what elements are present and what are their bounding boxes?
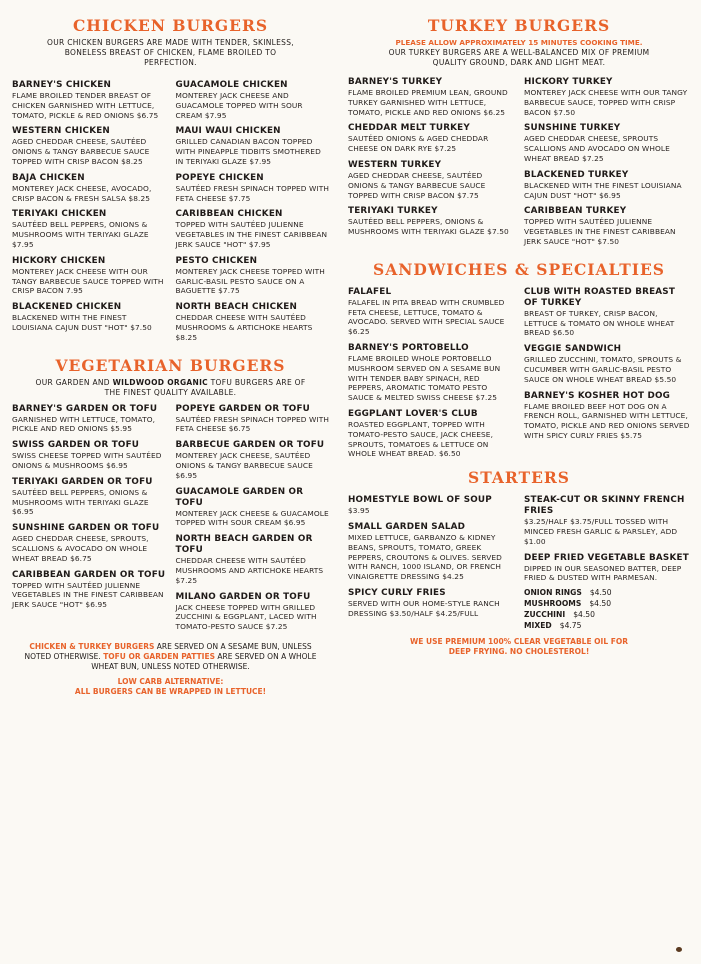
item-price: $6.95 bbox=[283, 518, 306, 528]
item-description-text: FLAME BROILED TENDER BREAST OF CHICKEN GARNISHED WITH LETTUCE, TOMATO, PICKLE & RED ONIONS bbox=[12, 91, 155, 120]
item-price: $8.25 bbox=[121, 156, 143, 166]
item-price: $7.75 bbox=[218, 286, 240, 296]
item-name: GUACAMOLE CHICKEN bbox=[175, 80, 288, 90]
item-name: HICKORY TURKEY bbox=[524, 77, 613, 87]
item-description bbox=[176, 91, 330, 120]
item-name: WESTERN CHICKEN bbox=[12, 126, 110, 137]
item-price: $7.25 bbox=[475, 393, 498, 403]
item-description bbox=[12, 581, 166, 610]
sandwiches-title: SANDWICHES & SPECIALTIES bbox=[373, 259, 665, 279]
vegetarian-item bbox=[12, 570, 166, 610]
vegetarian-item bbox=[12, 477, 166, 517]
oil-note: WE USE PREMIUM 100% CLEAR VEGETABLE OIL FOR DEEP FRYING. NO CHOLESTEROL! bbox=[409, 637, 629, 657]
sandwiches-section bbox=[348, 261, 690, 465]
item-price: $7.50 bbox=[553, 107, 576, 117]
item-price: $6.75 bbox=[70, 553, 92, 563]
item-name: CARIBBEAN GARDEN OR TOFU bbox=[12, 569, 166, 580]
item-description bbox=[348, 88, 514, 117]
basket-option-name: ZUCCHINI bbox=[524, 610, 566, 620]
turkey-item bbox=[348, 77, 514, 117]
vegetarian-title: VEGETARIAN BURGERS bbox=[55, 355, 286, 375]
item-description bbox=[12, 534, 166, 563]
item-description bbox=[176, 313, 330, 342]
item-description bbox=[12, 451, 166, 471]
turkey-section bbox=[348, 17, 690, 253]
veg-col-2 bbox=[176, 404, 330, 638]
serving-note-t1: ARE SERVED ON A SESAME BUN, UNLESS NOTED OTHERWISE. bbox=[24, 641, 312, 661]
item-description-text: AGED CHEDDAR CHEESE, SAUTÉED ONIONS & TANGY BARBECUE SAUCE TOPPED WITH CRISP BACON bbox=[12, 137, 150, 166]
item-description bbox=[176, 451, 330, 480]
item-description-text: MONTEREY JACK CHEESE TOPPED WITH GARLIC-BASIL PESTO SAUCE ON A BAGUETTE bbox=[175, 266, 325, 296]
item-description-text: BLACKENED WITH THE FINEST LOUISIANA CAJUN DUST "HOT" bbox=[12, 313, 128, 332]
turkey-item bbox=[348, 206, 514, 237]
item-description bbox=[524, 88, 690, 117]
turkey-col-1 bbox=[348, 77, 514, 253]
item-description-text: FLAME BROILED BEEF HOT DOG ON A FRENCH ROLL, GARNISHED WITH LETTUCE, TOMATO, PICKLE AND RED ONIONS SERVED WITH SPICY CURLY FRIES bbox=[524, 401, 690, 440]
vegetarian-intro bbox=[12, 378, 329, 398]
item-name: CHEDDAR MELT TURKEY bbox=[348, 123, 470, 134]
item-name: VEGGIE SANDWICH bbox=[524, 344, 622, 355]
item-price: $6.95 bbox=[175, 470, 198, 480]
low-carb-note bbox=[12, 677, 329, 697]
paper-speck bbox=[676, 947, 682, 952]
item-name: SPICY CURLY FRIES bbox=[348, 587, 446, 598]
veg-intro-highlight: WILDWOOD ORGANIC bbox=[112, 377, 208, 387]
item-price: $8.25 bbox=[175, 332, 198, 342]
sandwiches-col-1 bbox=[348, 287, 514, 465]
item-name: STEAK-CUT OR SKINNY FRENCH FRIES bbox=[524, 495, 685, 517]
starters-col-2 bbox=[524, 495, 690, 631]
item-description-text: TOPPED WITH SAUTÉED JULIENNE VEGETABLES IN THE FINEST CARIBBEAN JERK SAUCE "HOT" bbox=[524, 217, 676, 246]
turkey-item bbox=[524, 123, 690, 163]
vegetarian-item bbox=[176, 592, 330, 632]
item-name: TERIYAKI TURKEY bbox=[348, 206, 438, 217]
item-price: $5.95 bbox=[110, 424, 133, 434]
chicken-item bbox=[176, 126, 330, 166]
item-description bbox=[524, 402, 690, 441]
item-description bbox=[176, 415, 330, 435]
item-name: CARIBBEAN CHICKEN bbox=[175, 209, 283, 220]
item-price: $7.25 bbox=[265, 622, 288, 632]
item-name: WESTERN TURKEY bbox=[348, 159, 442, 170]
item-price: $7.25 bbox=[582, 153, 604, 163]
item-description-text: DIPPED IN OUR SEASONED BATTER, DEEP FRIED & DUSTED WITH PARMESAN. bbox=[524, 563, 682, 583]
item-description-text: BREAST OF TURKEY, CRISP BACON, LETTUCE & TOMATO ON WHOLE WHEAT BREAD bbox=[524, 308, 675, 338]
item-price: $6.95 bbox=[12, 507, 34, 517]
item-name: BLACKENED TURKEY bbox=[524, 169, 629, 180]
item-description-text: SWISS CHEESE TOPPED WITH SAUTÉED ONIONS & MUSHROOMS bbox=[12, 451, 162, 470]
item-description bbox=[12, 137, 166, 166]
chicken-item bbox=[12, 256, 166, 296]
serving-note-hl2: TOFU OR GARDEN PATTIES bbox=[103, 651, 215, 661]
item-description-text: GRILLED ZUCCHINI, TOMATO, SPROUTS & CUCUMBER WITH GARLIC-BASIL PESTO SAUCE ON WHOLE WHEAT BREAD bbox=[524, 355, 682, 384]
item-name: TERIYAKI GARDEN OR TOFU bbox=[12, 476, 153, 487]
sandwich-item bbox=[524, 287, 690, 338]
basket-option-price: $4.50 bbox=[573, 610, 595, 620]
item-description-text: AGED CHEDDAR CHEESE, SPROUTS SCALLIONS AND AVOCADO ON WHOLE WHEAT BREAD bbox=[524, 134, 670, 163]
item-price: $6.75 bbox=[136, 110, 159, 120]
chicken-item bbox=[176, 209, 330, 249]
item-price: $3.50/HALF $4.25/FULL bbox=[389, 608, 479, 618]
turkey-item bbox=[348, 160, 514, 200]
chicken-item bbox=[176, 80, 330, 120]
turkey-cook-note: PLEASE ALLOW APPROXIMATELY 15 MINUTES COOKING TIME. bbox=[395, 38, 643, 47]
item-description-text: GARNISHED WITH LETTUCE, TOMATO, PICKLE AND RED ONIONS bbox=[12, 414, 156, 434]
item-description-text: SERVED WITH OUR HOME-STYLE RANCH DRESSING bbox=[348, 598, 500, 618]
turkey-col-2 bbox=[524, 77, 690, 253]
item-name: FALAFEL bbox=[348, 286, 392, 297]
item-description bbox=[348, 533, 514, 582]
serving-note-t2: ARE SERVED ON A WHOLE WHEAT BUN, UNLESS NOTED OTHERWISE. bbox=[91, 651, 317, 671]
item-price: 7.95 bbox=[66, 286, 83, 296]
item-name: EGGPLANT LOVER'S CLUB bbox=[348, 408, 478, 419]
item-price: $7.95 bbox=[249, 156, 272, 166]
item-name: HOMESTYLE BOWL OF SOUP bbox=[348, 495, 492, 506]
starter-item bbox=[348, 588, 514, 619]
chicken-item bbox=[12, 126, 166, 166]
item-description-text: MONTEREY JACK CHEESE & GUACAMOLE TOPPED WITH SOUR CREAM bbox=[175, 508, 329, 528]
item-description bbox=[176, 267, 330, 296]
item-name: PESTO CHICKEN bbox=[175, 255, 258, 266]
item-description-text: MIXED LETTUCE, GARBANZO & KIDNEY BEANS, SPROUTS, TOMATO, GREEK PEPPERS, CROUTONS & OLIVES. SERVED WITH RANCH, 1000 ISLAND, OR FRENCH VINAIGRETTE DRESSING bbox=[348, 532, 502, 582]
item-description-text: SAUTÉED BELL PEPPERS, ONIONS & MUSHROOMS WITH TERIYAKI GLAZE bbox=[12, 220, 149, 240]
chicken-item bbox=[12, 209, 166, 249]
item-price: $7.75 bbox=[228, 193, 251, 203]
item-description-text: ROASTED EGGPLANT, TOPPED WITH TOMATO-PESTO SAUCE, JACK CHEESE, SPROUTS, TOMATOES & LETTUCE ON WHOLE WHEAT BREAD. bbox=[348, 419, 494, 459]
item-description-text: MONTEREY JACK CHEESE WITH OUR TANGY BARBECUE SAUCE, TOPPED WITH CRISP BACON bbox=[524, 88, 688, 117]
item-description-text: MONTEREY JACK CHEESE AND GUACAMOLE TOPPED WITH SOUR CREAM bbox=[175, 91, 303, 120]
sandwich-item bbox=[524, 344, 690, 384]
item-description bbox=[176, 556, 330, 585]
basket-option-price: $4.50 bbox=[589, 588, 612, 598]
item-description bbox=[348, 599, 514, 619]
item-description bbox=[12, 220, 166, 249]
low-carb-line-1: LOW CARB ALTERNATIVE: bbox=[117, 676, 224, 686]
basket-option bbox=[524, 598, 690, 609]
item-description bbox=[348, 298, 514, 337]
vegetarian-item bbox=[176, 404, 330, 435]
left-column bbox=[12, 0, 329, 697]
basket-option bbox=[524, 620, 690, 631]
item-price: $7.95 bbox=[12, 239, 34, 249]
item-description bbox=[524, 517, 690, 546]
item-price: $7.50 bbox=[597, 236, 620, 246]
item-description-text: CHEDDAR CHEESE WITH SAUTÉED MUSHROOMS AND ARTICHOKE HEARTS bbox=[175, 556, 324, 575]
item-price: $6.50 bbox=[438, 449, 461, 459]
item-description-text: GRILLED CANADIAN BACON TOPPED WITH PINEAPPLE TIDBITS SMOTHERED IN TERIYAKI GLAZE bbox=[175, 137, 321, 166]
item-description bbox=[176, 509, 330, 529]
vegetarian-item bbox=[12, 523, 166, 563]
starters-section bbox=[348, 469, 690, 657]
item-name: BARNEY'S CHICKEN bbox=[12, 80, 112, 90]
chicken-item bbox=[12, 302, 166, 333]
item-name: BARBECUE GARDEN OR TOFU bbox=[175, 440, 325, 451]
item-price: $1.00 bbox=[524, 536, 546, 546]
item-price: $6.95 bbox=[106, 460, 128, 470]
low-carb-line-2: ALL BURGERS CAN BE WRAPPED IN LETTUCE! bbox=[74, 686, 267, 696]
turkey-item bbox=[524, 170, 690, 201]
chicken-section bbox=[12, 17, 329, 349]
sandwich-item bbox=[524, 391, 690, 441]
item-price: $7.50 bbox=[487, 227, 509, 237]
basket-option-name: MIXED bbox=[524, 621, 552, 631]
item-description-text: SAUTÉED FRESH SPINACH TOPPED WITH FETA CHEESE bbox=[175, 183, 330, 203]
item-name: TERIYAKI CHICKEN bbox=[12, 209, 107, 220]
chicken-item bbox=[176, 173, 330, 204]
item-price: $5.50 bbox=[654, 374, 677, 384]
item-name: BLACKENED CHICKEN bbox=[12, 302, 122, 313]
starters-col-1 bbox=[348, 495, 514, 631]
item-description bbox=[524, 181, 690, 201]
chicken-col-1 bbox=[12, 80, 166, 349]
item-price: $6.25 bbox=[348, 327, 370, 337]
item-description-text: FLAME BROILED WHOLE PORTOBELLO MUSHROOM SERVED ON A SESAME BUN WITH TENDER BABY SPINACH, RED PEPPERS, AROMATIC TOMATO PESTO SAUCE & MELTED SWISS CHEESE bbox=[348, 353, 501, 403]
vegetarian-item bbox=[176, 440, 330, 480]
item-description bbox=[12, 313, 166, 333]
item-description-text: SAUTÉED FRESH SPINACH TOPPED WITH FETA CHEESE bbox=[175, 414, 330, 434]
chicken-title: CHICKEN BURGERS bbox=[72, 16, 269, 35]
item-name: CLUB WITH ROASTED BREAST OF TURKEY bbox=[524, 286, 676, 308]
item-name: BAJA CHICKEN bbox=[12, 172, 85, 183]
item-description bbox=[176, 137, 330, 166]
item-name: HICKORY CHICKEN bbox=[12, 255, 106, 266]
item-name: SMALL GARDEN SALAD bbox=[348, 521, 466, 532]
item-price: $7.25 bbox=[434, 144, 457, 154]
turkey-title: TURKEY BURGERS bbox=[427, 16, 611, 35]
veg-col-1 bbox=[12, 404, 166, 638]
item-price: $6.95 bbox=[599, 190, 621, 200]
item-description bbox=[12, 488, 166, 517]
vegetarian-item bbox=[12, 440, 166, 471]
item-description-text: TOPPED WITH SAUTÉED JULIENNE VEGETABLES IN THE FINEST CARIBBEAN JERK SAUCE "HOT" bbox=[12, 580, 164, 610]
item-description-text: TOPPED WITH SAUTÉED JULIENNE VEGETABLES IN THE FINEST CARIBBEAN JERK SAUCE "HOT" bbox=[175, 220, 328, 249]
item-description-text: SAUTÉED ONIONS & AGED CHEDDAR CHEESE ON DARK RYE bbox=[348, 134, 489, 154]
item-description bbox=[348, 506, 514, 516]
item-name: NORTH BEACH GARDEN OR TOFU bbox=[175, 534, 313, 556]
vegetable-basket-options bbox=[524, 587, 690, 631]
starter-item bbox=[524, 553, 690, 584]
item-description bbox=[348, 134, 514, 154]
item-price: $7.50 bbox=[130, 322, 152, 332]
basket-option-name: ONION RINGS bbox=[524, 588, 582, 598]
starter-item bbox=[348, 522, 514, 582]
chicken-intro: OUR CHICKEN BURGERS ARE MADE WITH TENDER, SKINLESS, BONELESS BREAST OF CHICKEN, FLAME BROILED TO PERFECTION. bbox=[47, 38, 294, 67]
item-name: SUNSHINE GARDEN OR TOFU bbox=[12, 523, 160, 534]
item-description-text: MONTEREY JACK CHEESE, AVOCADO, CRISP BACON & FRESH SALSA bbox=[12, 183, 152, 203]
item-price: $5.75 bbox=[620, 430, 643, 440]
veg-intro-b: TOFU BURGERS ARE OF THE FINEST QUALITY AVAILABLE. bbox=[104, 377, 306, 397]
item-description-text: AGED CHEDDAR CHEESE, SPROUTS, SCALLIONS & AVOCADO ON WHOLE WHEAT BREAD bbox=[12, 534, 149, 563]
vegetarian-item bbox=[176, 487, 330, 529]
item-price: $6.95 bbox=[85, 600, 108, 610]
item-description bbox=[348, 420, 514, 459]
item-description bbox=[176, 220, 330, 249]
item-price: $6.25 bbox=[483, 107, 506, 117]
starter-item bbox=[348, 495, 514, 516]
item-description-text: MONTEREY JACK CHEESE, SAUTÉED ONIONS & TANGY BARBECUE SAUCE bbox=[175, 451, 313, 470]
item-price: $7.25 bbox=[175, 575, 198, 585]
item-name: SUNSHINE TURKEY bbox=[524, 123, 621, 134]
item-description-text: MONTEREY JACK CHEESE WITH OUR TANGY BARBECUE SAUCE TOPPED WITH CRISP BACON bbox=[12, 266, 164, 296]
item-name: BARNEY'S PORTOBELLO bbox=[348, 342, 469, 353]
vegetarian-item bbox=[176, 534, 330, 585]
basket-option-price: $4.50 bbox=[589, 599, 612, 609]
basket-option-name: MUSHROOMS bbox=[524, 599, 582, 609]
item-name: BARNEY'S KOSHER HOT DOG bbox=[524, 390, 671, 401]
item-description bbox=[524, 134, 690, 163]
basket-option bbox=[524, 609, 690, 620]
item-description bbox=[176, 184, 330, 204]
item-description-text: $3.25/HALF $3.75/FULL TOSSED WITH MINCED FRESH GARLIC & PARSLEY, ADD bbox=[524, 517, 678, 536]
item-price: $6.75 bbox=[228, 424, 251, 434]
sandwiches-col-2 bbox=[524, 287, 690, 465]
chicken-item bbox=[12, 173, 166, 204]
serving-note bbox=[12, 642, 329, 672]
item-description bbox=[348, 171, 514, 200]
basket-option bbox=[524, 587, 690, 598]
item-name: GUACAMOLE GARDEN OR TOFU bbox=[175, 486, 304, 508]
item-description bbox=[12, 184, 166, 204]
chicken-item bbox=[176, 256, 330, 296]
item-description bbox=[524, 309, 690, 338]
item-description bbox=[12, 267, 166, 296]
veg-intro-a: OUR GARDEN AND bbox=[35, 377, 110, 387]
item-description bbox=[176, 603, 330, 632]
item-description-text: AGED CHEDDAR CHEESE, SAUTÉED ONIONS & TANGY BARBECUE SAUCE TOPPED WITH CRISP BACON bbox=[348, 170, 486, 200]
right-column bbox=[348, 0, 690, 657]
item-description bbox=[12, 415, 166, 435]
item-description bbox=[12, 91, 166, 120]
item-name: POPEYE GARDEN OR TOFU bbox=[175, 403, 311, 414]
turkey-item bbox=[524, 206, 690, 246]
starter-item bbox=[524, 495, 690, 546]
item-price: $7.95 bbox=[204, 110, 227, 120]
item-name: BARNEY'S TURKEY bbox=[348, 77, 443, 87]
item-description-text: FLAME BROILED PREMIUM LEAN, GROUND TURKEY GARNISHED WITH LETTUCE, TOMATO, PICKLE AND RED ONIONS bbox=[348, 88, 508, 117]
item-price: $7.75 bbox=[457, 190, 479, 200]
item-name: CARIBBEAN TURKEY bbox=[524, 206, 627, 217]
item-price: $4.25 bbox=[442, 572, 464, 582]
item-description bbox=[348, 217, 514, 237]
item-description-text: CHEDDAR CHEESE WITH SAUTÉED MUSHROOMS & ARTICHOKE HEARTS bbox=[175, 313, 313, 332]
chicken-item bbox=[176, 302, 330, 342]
item-name: DEEP FRIED VEGETABLE BASKET bbox=[524, 552, 689, 563]
basket-option-price: $4.75 bbox=[559, 621, 582, 631]
turkey-item bbox=[348, 123, 514, 154]
item-description-text: SAUTÉED BELL PEPPERS, ONIONS & MUSHROOMS WITH TERIYAKI GLAZE bbox=[12, 487, 149, 507]
vegetarian-item bbox=[12, 404, 166, 435]
starters-title: STARTERS bbox=[468, 468, 570, 488]
item-name: MAUI WAUI CHICKEN bbox=[175, 126, 281, 137]
item-description-text: FALAFEL IN PITA BREAD WITH CRUMBLED FETA CHEESE, LETTUCE, TOMATO & AVOCADO. SERVED WITH SPECIAL SAUCE bbox=[348, 297, 505, 327]
item-description bbox=[524, 217, 690, 246]
item-price: $3.95 bbox=[348, 506, 370, 516]
item-price: $6.50 bbox=[552, 328, 575, 338]
item-description bbox=[524, 564, 690, 584]
item-name: BARNEY'S GARDEN OR TOFU bbox=[12, 403, 158, 414]
chicken-item bbox=[12, 80, 166, 120]
item-name: MILANO GARDEN OR TOFU bbox=[175, 591, 311, 602]
serving-note-hl1: CHICKEN & TURKEY BURGERS bbox=[29, 641, 155, 651]
item-price: $8.25 bbox=[128, 193, 151, 203]
turkey-intro: OUR TURKEY BURGERS ARE A WELL-BALANCED MIX OF PREMIUM QUALITY GROUND, DARK AND LIGHT MEAT. bbox=[388, 48, 650, 67]
item-name: NORTH BEACH CHICKEN bbox=[175, 302, 298, 313]
item-name: POPEYE CHICKEN bbox=[175, 172, 264, 183]
turkey-item bbox=[524, 77, 690, 117]
sandwich-item bbox=[348, 343, 514, 403]
item-price: $7.95 bbox=[248, 239, 271, 249]
item-description bbox=[348, 354, 514, 403]
item-name: SWISS GARDEN OR TOFU bbox=[12, 440, 140, 451]
item-description-text: JACK CHEESE TOPPED WITH GRILLED ZUCCHINI & EGGPLANT, LACED WITH TOMATO-PESTO SAUCE bbox=[175, 602, 317, 632]
chicken-col-2 bbox=[176, 80, 330, 349]
item-description bbox=[524, 355, 690, 384]
sandwich-item bbox=[348, 409, 514, 459]
vegetarian-section bbox=[12, 357, 329, 697]
item-description-text: BLACKENED WITH THE FINEST LOUISIANA CAJUN DUST "HOT" bbox=[524, 180, 682, 200]
sandwich-item bbox=[348, 287, 514, 337]
item-description-text: SAUTÉED BELL PEPPERS, ONIONS & MUSHROOMS WITH TERIYAKI GLAZE bbox=[348, 217, 485, 237]
